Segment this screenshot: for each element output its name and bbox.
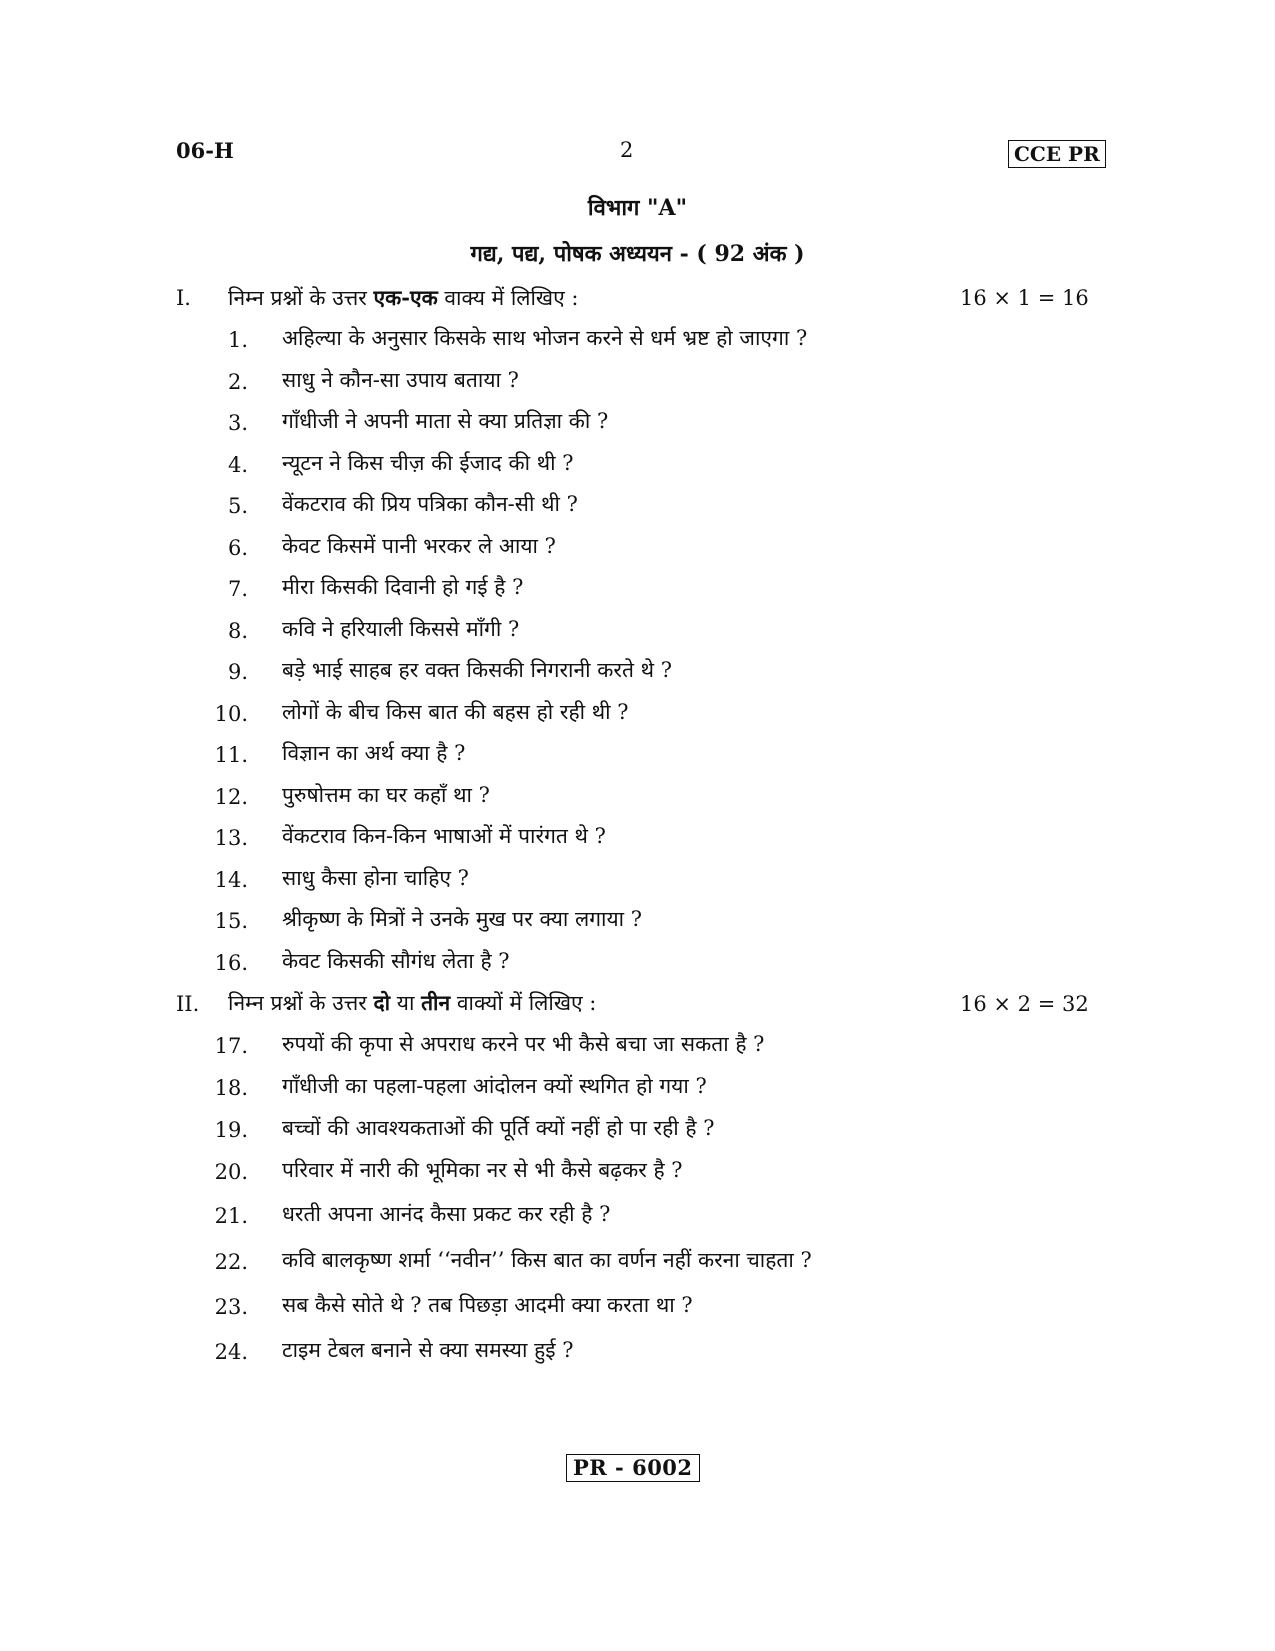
paper-code: 06-H [176, 138, 234, 163]
question-number: 10. [214, 702, 248, 726]
question-text: गाँधीजी ने अपनी माता से क्या प्रतिज्ञा की ? [282, 409, 609, 433]
section-subtitle: गद्य, पद्य, पोषक अध्ययन - ( 92 अंक ) [470, 241, 805, 267]
question-text: लोगों के बीच किस बात की बहस हो रही थी ? [282, 700, 629, 724]
question-number: 4. [227, 453, 248, 477]
question-text: कवि बालकृष्ण शर्मा ‘‘नवीन’’ किस बात का वर्णन नहीं करना चाहता ? [282, 1248, 812, 1272]
question-number: 23. [214, 1295, 248, 1319]
question-number: 22. [214, 1250, 248, 1274]
question-number: 2. [227, 370, 248, 394]
question-text: न्यूटन ने किस चीज़ की ईजाद की थी ? [282, 451, 574, 475]
question-text: टाइम टेबल बनाने से क्या समस्या हुई ? [282, 1338, 574, 1362]
question-text: श्रीकृष्ण के मित्रों ने उनके मुख पर क्या लगाया ? [282, 907, 643, 931]
question-number: 17. [214, 1034, 248, 1058]
question-text: बड़े भाई साहब हर वक्त किसकी निगरानी करते थे ? [282, 658, 672, 682]
group-marks: 16 × 2 = 32 [960, 992, 1089, 1016]
exam-code-box: CCE PR [1008, 140, 1106, 168]
question-text: गाँधीजी का पहला-पहला आंदोलन क्यों स्थगित हो गया ? [282, 1074, 707, 1098]
question-text: पुरुषोत्तम का घर कहाँ था ? [282, 783, 490, 807]
question-number: 20. [214, 1160, 248, 1184]
question-number: 6. [227, 536, 248, 560]
question-number: 8. [227, 619, 248, 643]
question-number: 14. [214, 868, 248, 892]
question-text: परिवार में नारी की भूमिका नर से भी कैसे बढ़कर है ? [282, 1158, 683, 1182]
question-text: साधु ने कौन-सा उपाय बताया ? [282, 368, 519, 392]
question-text: मीरा किसकी दिवानी हो गई है ? [282, 575, 524, 599]
question-number: 3. [227, 411, 248, 435]
question-text: वेंकटराव की प्रिय पत्रिका कौन-सी थी ? [282, 492, 578, 516]
question-number: 12. [214, 785, 248, 809]
question-number: 16. [214, 951, 248, 975]
question-number: 15. [214, 909, 248, 933]
question-number: 7. [227, 577, 248, 601]
question-text: साधु कैसा होना चाहिए ? [282, 866, 469, 890]
question-text: विज्ञान का अर्थ क्या है ? [282, 741, 466, 765]
question-number: 24. [214, 1340, 248, 1364]
question-number: 18. [214, 1076, 248, 1100]
question-number: 21. [214, 1204, 248, 1228]
question-text: वेंकटराव किन-किन भाषाओं में पारंगत थे ? [282, 824, 606, 848]
question-text: केवट किसकी सौगंध लेता है ? [282, 949, 510, 973]
footer-paper-code: PR - 6002 [566, 1454, 700, 1482]
question-number: 11. [214, 743, 248, 767]
question-text: रुपयों की कृपा से अपराध करने पर भी कैसे बचा जा सकता है ? [282, 1032, 765, 1056]
group-number: I. [176, 286, 191, 310]
question-text: कवि ने हरियाली किससे माँगी ? [282, 617, 520, 641]
page-number: 2 [620, 138, 634, 162]
group-instruction: निम्न प्रश्नों के उत्तर दो या तीन वाक्यों में लिखिए : [228, 990, 597, 1015]
group-instruction: निम्न प्रश्नों के उत्तर एक-एक वाक्य में लिखिए : [228, 285, 579, 310]
question-number: 19. [214, 1118, 248, 1142]
section-title: विभाग "A" [587, 195, 688, 221]
question-number: 13. [214, 826, 248, 850]
question-text: सब कैसे सोते थे ? तब पिछड़ा आदमी क्या करता था ? [282, 1293, 693, 1317]
question-text: बच्चों की आवश्यकताओं की पूर्ति क्यों नहीं हो पा रही है ? [282, 1116, 715, 1140]
group-number: II. [176, 992, 200, 1016]
group-marks: 16 × 1 = 16 [960, 286, 1089, 310]
question-text: अहिल्या के अनुसार किसके साथ भोजन करने से धर्म भ्रष्ट हो जाएगा ? [282, 326, 808, 350]
question-text: केवट किसमें पानी भरकर ले आया ? [282, 534, 556, 558]
question-number: 9. [227, 660, 248, 684]
question-number: 5. [227, 494, 248, 518]
question-text: धरती अपना आनंद कैसा प्रकट कर रही है ? [282, 1202, 611, 1226]
question-number: 1. [227, 328, 248, 352]
